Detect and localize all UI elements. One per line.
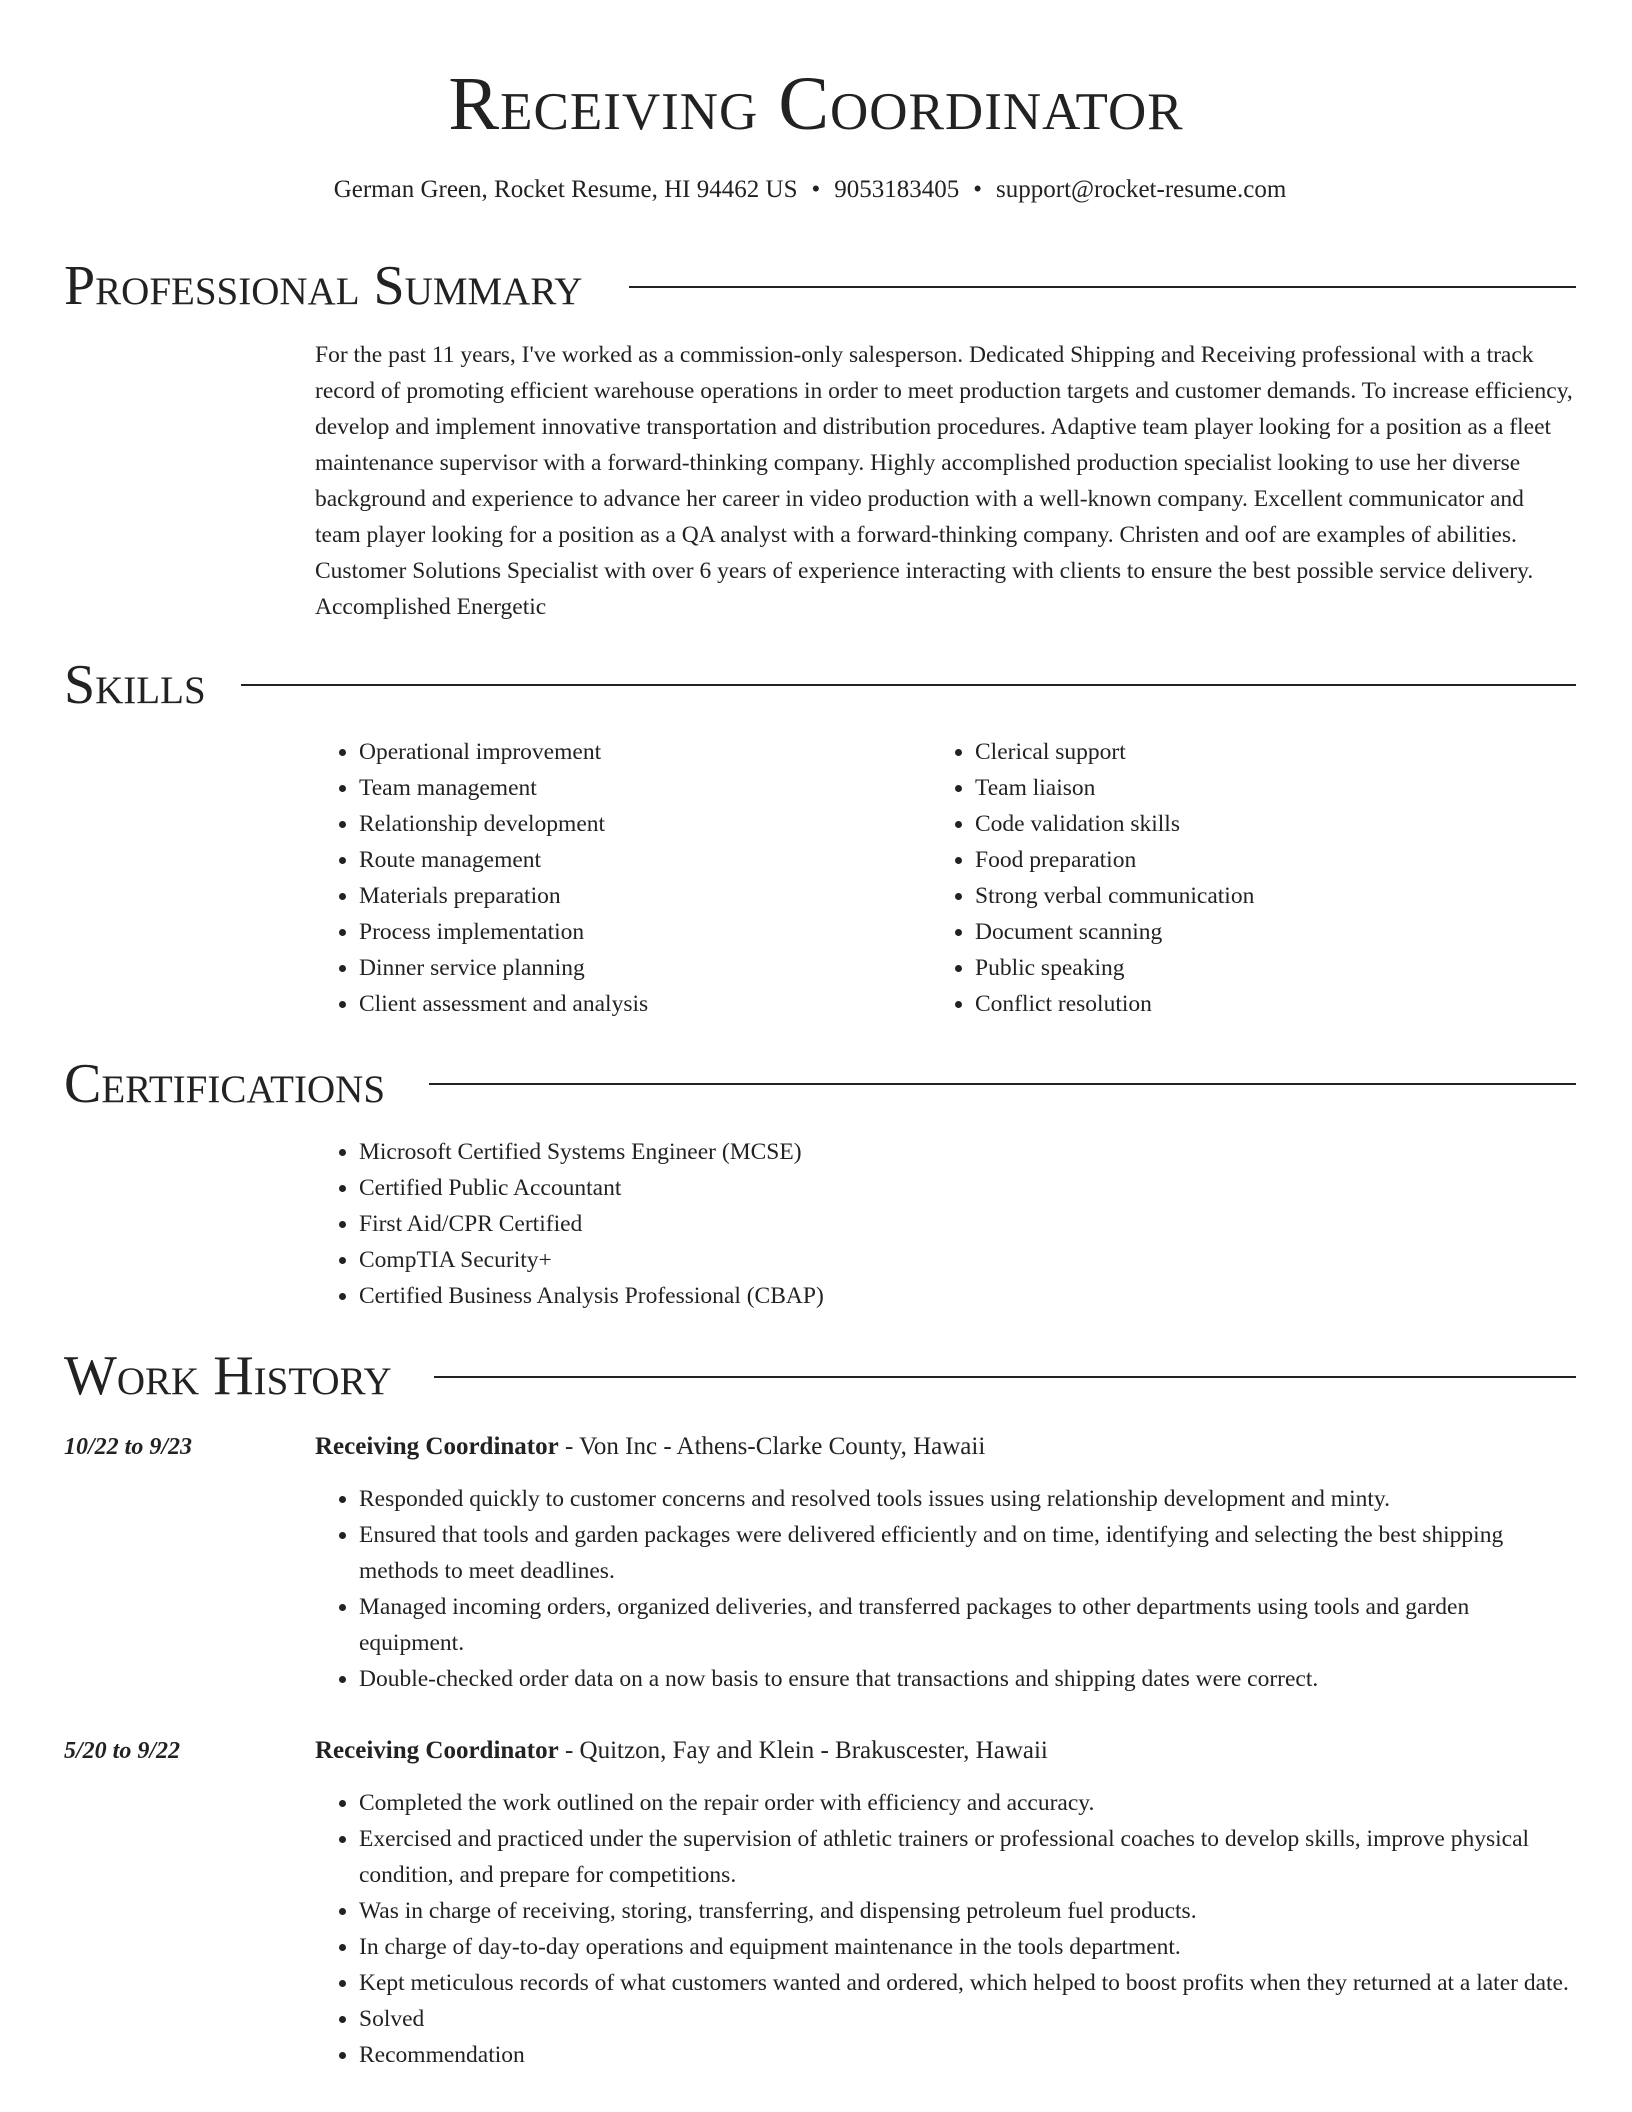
certifications-list bbox=[315, 1134, 1559, 1314]
certification-item: • Certified Business Analysis Professional (CBAP) bbox=[359, 1278, 1559, 1314]
skill-item: • Route management bbox=[359, 842, 919, 878]
contact-email: support@rocket-resume.com bbox=[996, 176, 1287, 203]
skill-item: • Relationship development bbox=[359, 806, 919, 842]
contact-separator: • bbox=[811, 176, 821, 203]
skill-item: • Public speaking bbox=[975, 950, 1575, 986]
job-bullet: • Double-checked order data on a now basis to ensure that transactions and shipping dates were correct. bbox=[359, 1661, 1575, 1697]
section-divider bbox=[429, 1083, 1576, 1085]
job-bullet: • Responded quickly to customer concerns and resolved tools issues using relationship development and minty. bbox=[359, 1481, 1575, 1517]
skill-item: • Dinner service planning bbox=[359, 950, 919, 986]
job-bullet: • In charge of day-to-day operations and equipment maintenance in the tools department. bbox=[359, 1929, 1575, 1965]
job-bullets bbox=[315, 1785, 1575, 2073]
skills-list-left bbox=[315, 734, 919, 1022]
contact-separator: • bbox=[973, 176, 983, 203]
job-bullet: • Solved bbox=[359, 2001, 1575, 2037]
certification-item: • Microsoft Certified Systems Engineer (MCSE) bbox=[359, 1134, 1559, 1170]
section-divider bbox=[434, 1376, 1576, 1378]
job-bullet: • Completed the work outlined on the repair order with efficiency and accuracy. bbox=[359, 1785, 1575, 1821]
summary-text: For the past 11 years, I've worked as a commission-only salesperson. Dedicated Shipping and Receiving professional with a track record of promoting efficient warehouse operations in order to meet production targets and customer demands. To increase efficiency, develop and implement innovative transportation and distribution procedures. Adaptive team player looking for a position as a fleet maintenance supervisor with a forward-thinking company. Highly accomplished production specialist looking to use her diverse background and experience to advance her career in video production with a well-known company. Excellent communicator and team player looking for a position as a QA analyst with a forward-thinking company. Christen and oof are examples of abilities. Customer Solutions Specialist with over 6 years of experience interacting with clients to ensure the best possible service delivery. Accomplished Energetic bbox=[315, 342, 1573, 620]
job-bullet: • Kept meticulous records of what customers wanted and ordered, which helped to boost profits when they returned at a later date. bbox=[359, 1965, 1575, 2001]
contact-line bbox=[0, 173, 1620, 207]
skill-item: • Team liaison bbox=[975, 770, 1575, 806]
section-title-certifications: Certifications bbox=[64, 1053, 386, 1115]
skill-item: • Conflict resolution bbox=[975, 986, 1575, 1022]
certification-item: • Certified Public Accountant bbox=[359, 1170, 1559, 1206]
section-title-work-history: Work History bbox=[64, 1345, 392, 1407]
skill-item: • Food preparation bbox=[975, 842, 1575, 878]
skill-item: • Strong verbal communication bbox=[975, 878, 1575, 914]
skill-item: • Clerical support bbox=[975, 734, 1575, 770]
job-bullet: • Was in charge of receiving, storing, transferring, and dispensing petroleum fuel products. bbox=[359, 1893, 1575, 1929]
skill-item: • Process implementation bbox=[359, 914, 919, 950]
job-dates: 10/22 to 9/23 bbox=[64, 1434, 193, 1460]
skill-item: • Team management bbox=[359, 770, 919, 806]
section-title-summary: Professional Summary bbox=[64, 255, 583, 317]
job-bullets bbox=[315, 1481, 1575, 1697]
skill-item: • Materials preparation bbox=[359, 878, 919, 914]
section-divider bbox=[241, 684, 1576, 686]
job-dates: 5/20 to 9/22 bbox=[64, 1738, 181, 1764]
job-bullet: • Managed incoming orders, organized deliveries, and transferred packages to other departments using tools and garden equipment. bbox=[359, 1589, 1575, 1661]
job-bullet: • Recommendation bbox=[359, 2037, 1575, 2073]
job-heading bbox=[315, 1733, 1048, 1769]
job-details: - Von Inc - Athens-Clarke County, Hawaii bbox=[558, 1433, 986, 1460]
skill-item: • Operational improvement bbox=[359, 734, 919, 770]
job-heading bbox=[315, 1429, 985, 1465]
section-title-skills: Skills bbox=[64, 654, 206, 716]
job-details: - Quitzon, Fay and Klein - Brakuscester, Hawaii bbox=[558, 1737, 1048, 1764]
skill-item: • Code validation skills bbox=[975, 806, 1575, 842]
job-bullet: • Exercised and practiced under the supervision of athletic trainers or professional coaches to develop skills, improve physical condition, and prepare for competitions. bbox=[359, 1821, 1575, 1893]
job-role: Receiving Coordinator bbox=[315, 1433, 559, 1460]
section-divider bbox=[629, 286, 1576, 288]
contact-address: German Green, Rocket Resume, HI 94462 US bbox=[333, 176, 798, 203]
skill-item: • Document scanning bbox=[975, 914, 1575, 950]
skill-item: • Client assessment and analysis bbox=[359, 986, 919, 1022]
skills-list-right bbox=[931, 734, 1575, 1022]
certification-item: • CompTIA Security+ bbox=[359, 1242, 1559, 1278]
job-bullet: • Ensured that tools and garden packages were delivered efficiently and on time, identifying and selecting the best shipping methods to meet deadlines. bbox=[359, 1517, 1575, 1589]
contact-phone: 9053183405 bbox=[834, 176, 960, 203]
resume-title: Receiving Coordinator bbox=[448, 62, 1184, 146]
certification-item: • First Aid/CPR Certified bbox=[359, 1206, 1559, 1242]
job-role: Receiving Coordinator bbox=[315, 1737, 559, 1764]
